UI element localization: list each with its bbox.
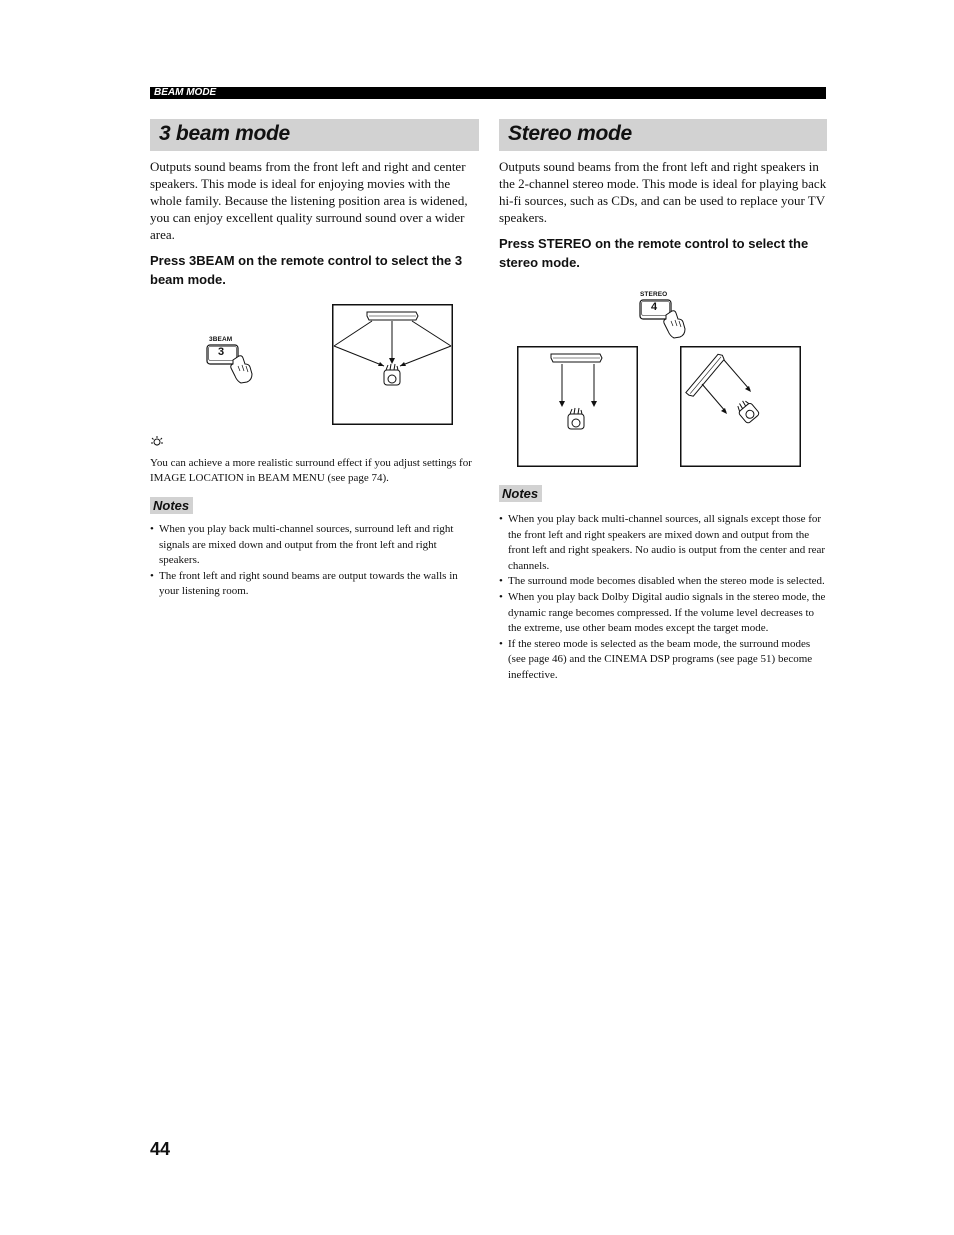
stereo-button-illustration xyxy=(638,291,690,341)
stereo-diagram-angled xyxy=(680,346,801,467)
page-number: 44 xyxy=(150,1139,171,1159)
three-beam-button-key: 3 xyxy=(218,346,225,358)
tip-block xyxy=(150,434,479,486)
stereo-note-item: • When you play back multi-channel sources, all signals except those for the front left and right speakers are mixed down and output from the front left and right speakers. No audio is output from the center and rear channels. xyxy=(499,512,827,574)
three-beam-notes xyxy=(150,497,479,600)
remote-button-hand-icon xyxy=(205,336,257,386)
three-beam-title: 3 beam mode xyxy=(150,119,479,151)
stereo-button-key: 4 xyxy=(651,301,658,313)
stereo-notes xyxy=(499,485,827,684)
section-header-label: BEAM MODE xyxy=(154,87,217,98)
stereo-title: Stereo mode xyxy=(499,119,827,151)
section-header-bar xyxy=(150,87,826,99)
three-beam-note-item: • When you play back multi-channel sources, surround left and right signals are mixed down and output from the front left and right speakers. xyxy=(150,522,479,569)
three-beam-instruction: Press 3BEAM on the remote control to select the 3 beam mode. xyxy=(150,253,463,287)
three-beam-section xyxy=(150,119,479,289)
tip-text: You can achieve a more realistic surround effect if you adjust settings for IMAGE LOCATION in BEAM MENU (see page 74). xyxy=(150,457,472,484)
three-beam-button-illustration xyxy=(205,336,257,386)
stereo-section xyxy=(499,119,827,272)
stereo-button-label: STEREO xyxy=(640,291,668,298)
stereo-note-item: • The surround mode becomes disabled when the stereo mode is selected. xyxy=(499,574,827,590)
stereo-diagram-front xyxy=(517,346,638,467)
lightbulb-icon xyxy=(150,435,164,447)
three-beam-intro: Outputs sound beams from the front left and right and center speakers. This mode is ideal for enjoying movies with the whole family. Because the listening position area is widened, you can enjoy excellent quality surround sound over a wider area. xyxy=(150,159,468,242)
stereo-note-item: • When you play back Dolby Digital audio signals in the stereo mode, the dynamic range becomes compressed. If the volume level decreases to the extreme, use other beam modes except the target mode. xyxy=(499,590,827,637)
stereo-notes-label: Notes xyxy=(499,485,542,502)
stereo-instruction: Press STEREO on the remote control to select the stereo mode. xyxy=(499,236,809,270)
stereo-note-item: • If the stereo mode is selected as the beam mode, the surround modes (see page 46) and the CINEMA DSP programs (see page 51) become ineffective. xyxy=(499,637,827,684)
three-beam-diagram xyxy=(332,304,453,425)
three-beam-notes-label: Notes xyxy=(150,497,193,514)
three-beam-button-label: 3BEAM xyxy=(209,336,233,343)
three-beam-note-item: • The front left and right sound beams are output towards the walls in your listening room. xyxy=(150,569,479,600)
stereo-intro: Outputs sound beams from the front left and right speakers in the 2-channel stereo mode. This mode is ideal for playing back hi-fi sources, such as CDs, and can be used to replace your TV speakers. xyxy=(499,159,827,225)
remote-button-hand-icon xyxy=(638,291,690,341)
